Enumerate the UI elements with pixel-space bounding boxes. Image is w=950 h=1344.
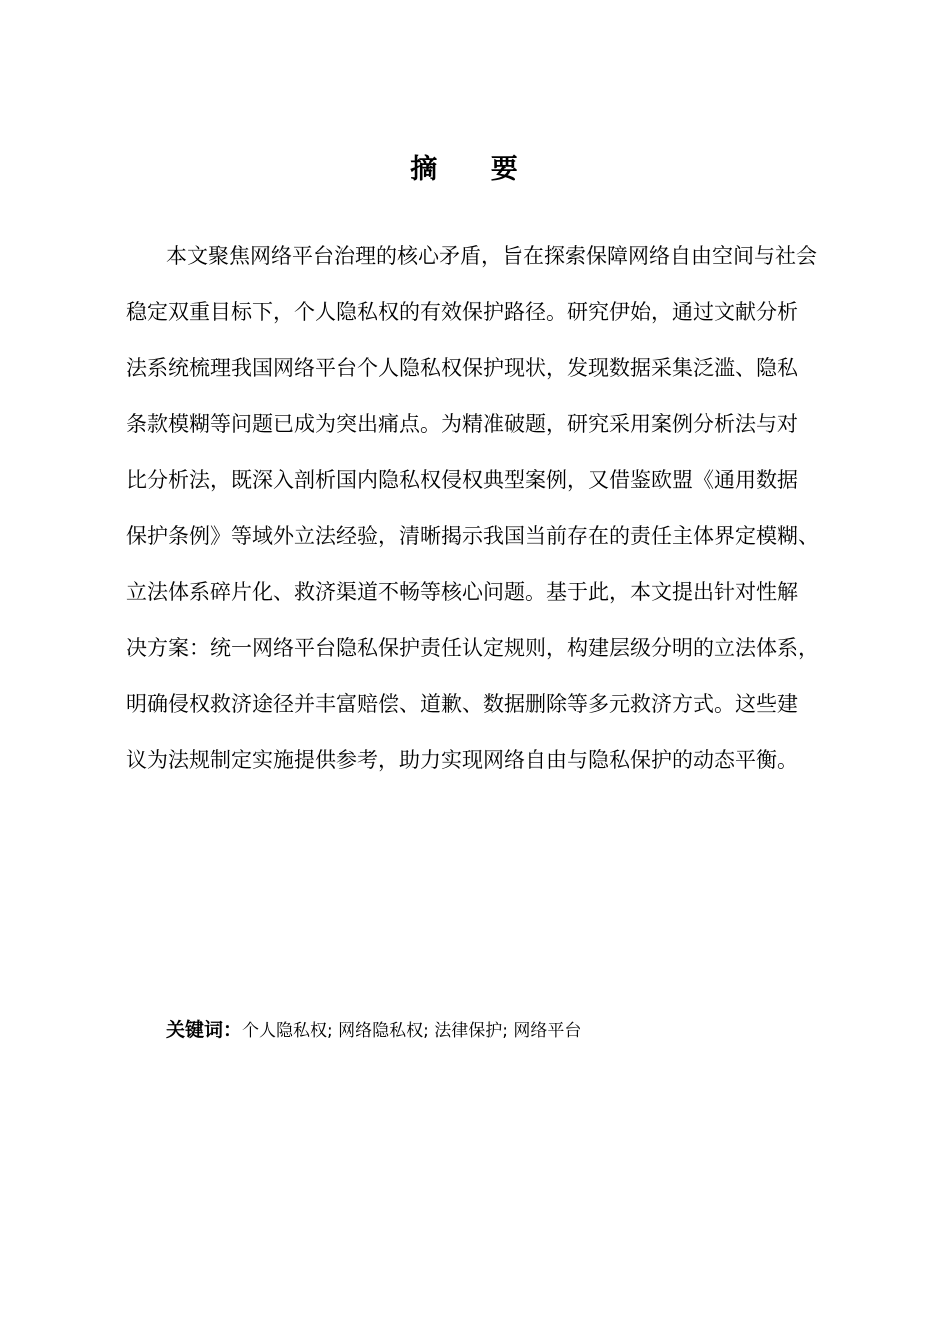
- abstract-line: 决方案：统一网络平台隐私保护责任认定规则，构建层级分明的立法体系，: [126, 636, 819, 660]
- keywords-row: [166, 1012, 866, 1050]
- abstract-line: 本文聚焦网络平台治理的核心矛盾，旨在探索保障网络自由空间与社会: [166, 244, 817, 268]
- abstract-line: 条款模糊等问题已成为突出痛点。为精准破题，研究采用案例分析法与对: [126, 412, 798, 436]
- abstract-title: 摘 要: [410, 154, 540, 185]
- abstract-line: 议为法规制定实施提供参考，助力实现网络自由与隐私保护的动态平衡。: [126, 748, 798, 772]
- abstract-body: [126, 234, 862, 794]
- abstract-line: 稳定双重目标下，个人隐私权的有效保护路径。研究伊始，通过文献分析: [126, 300, 798, 324]
- abstract-line: 立法体系碎片化、救济渠道不畅等核心问题。基于此，本文提出针对性解: [126, 580, 798, 604]
- abstract-line: 保护条例》等域外立法经验，清晰揭示我国当前存在的责任主体界定模糊、: [126, 524, 819, 548]
- abstract-line: 比分析法，既深入剖析国内隐私权侵权典型案例，又借鉴欧盟《通用数据: [126, 468, 798, 492]
- keywords-text: 个人隐私权; 网络隐私权; 法律保护; 网络平台: [242, 1021, 582, 1041]
- abstract-line: 明确侵权救济途径并丰富赔偿、道歉、数据删除等多元救济方式。这些建: [126, 692, 798, 716]
- abstract-line: 法系统梳理我国网络平台个人隐私权保护现状，发现数据采集泛滥、隐私: [126, 356, 798, 380]
- keywords-label: 关键词：: [166, 1019, 243, 1041]
